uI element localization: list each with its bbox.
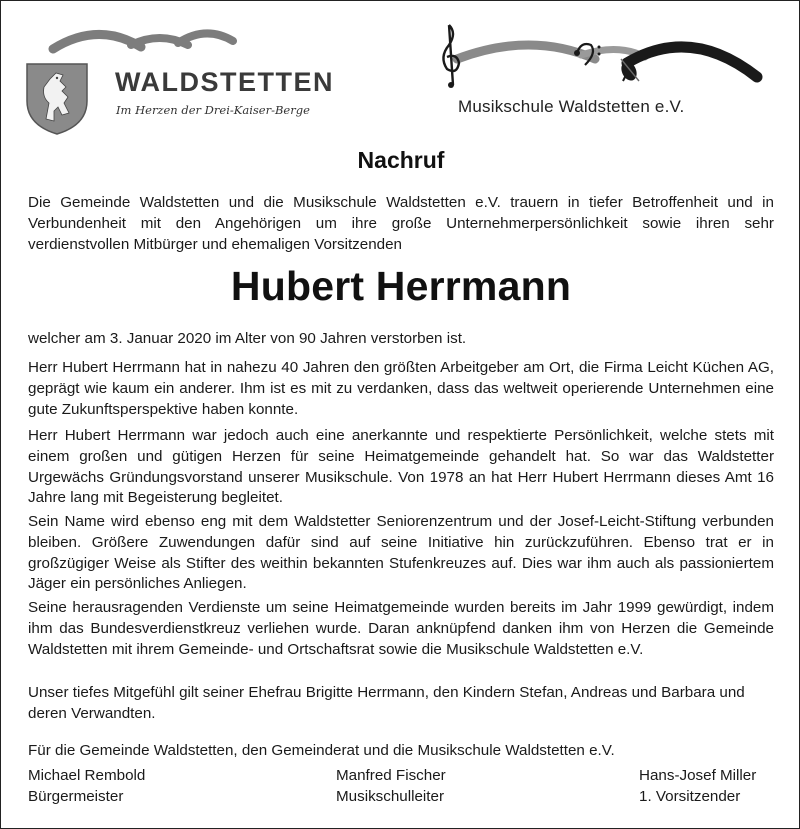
music-school-logo xyxy=(431,19,771,129)
heading: Nachruf xyxy=(357,147,445,173)
music-arc-icon xyxy=(431,19,771,97)
municipality-tagline: Im Herzen der Drei-Kaiser-Berge xyxy=(116,103,310,117)
paragraph-3: Sein Name wird ebenso eng mit dem Waldstetter Seniorenzentrum und der Josef-Leicht-Stiftung verbunden bleiben. Größere Zuwendungen dafür sind auf seine Initiative hin zurückzuführen. Ebenso trat er in großzügiger Weise als Stifter des weithin bekannten Stufenkreuzes auf. Dies war ihm auch als passioniertem Jäger ein persönliches Anliegen. xyxy=(28,513,774,593)
paragraph-1: Herr Hubert Herrmann hat in nahezu 40 Jahren den größten Arbeitgeber am Ort, die Firma Leicht Küchen AG, geprägt wie kaum ein anderer. Ihm ist es mit zu verdanken, dass das weltweit operierende Unternehmen eine gute Zukunftsperspektive haben konnte. xyxy=(28,359,774,418)
waldstetten-logo xyxy=(23,25,334,145)
death-notice: welcher am 3. Januar 2020 im Alter von 90 Jahren verstorben ist. xyxy=(28,330,467,347)
signatory-1 xyxy=(28,766,145,807)
music-school-name: Musikschule Waldstetten e.V. xyxy=(458,97,685,116)
signatory-role: Bürgermeister xyxy=(28,787,124,805)
paragraph-4: Seine herausragenden Verdienste um seine Heimatgemeinde wurden bereits im Jahr 1999 gewürdigt, indem ihm das Bundesverdienstkreuz verliehen wurde. Daran anknüpfend danken ihm von Herzen die Gemeinde Waldstetten mit ihrem Gemeinde- und Ortschaftsrat sowie die Musikschule Waldstetten e.V. xyxy=(28,599,774,658)
signatory-2 xyxy=(336,766,446,807)
treble-clef-icon xyxy=(443,25,459,88)
signatory-name: Manfred Fischer xyxy=(336,767,446,784)
signatory-role: Musikschulleiter xyxy=(336,787,445,805)
signatory-name: Hans-Josef Miller xyxy=(639,767,757,784)
intro-paragraph: Die Gemeinde Waldstetten und die Musikschule Waldstetten e.V. trauern in tiefer Betroffenheit und in Verbundenheit mit den Angehörigen um ihre große Unternehmerpersönlichkeit sowie ihren sehr verdienstvollen Mitbürger und ehemaligen Vorsitzenden xyxy=(28,194,774,253)
deceased-name: Hubert Herrmann xyxy=(230,263,572,309)
signatory-3 xyxy=(639,766,756,807)
closing-line: Für die Gemeinde Waldstetten, den Gemeinderat und die Musikschule Waldstetten e.V. xyxy=(28,742,615,759)
signatory-role: 1. Vorsitzender xyxy=(639,787,741,805)
coat-of-arms-icon xyxy=(26,63,88,135)
municipality-wordmark: WALDSTETTEN xyxy=(115,67,334,97)
paragraph-2: Herr Hubert Herrmann war jedoch auch eine anerkannte und respektierte Persönlichkeit, welche stets mit einem großen und gütigen Herzen für seine Heimatgemeinde gehandelt hat. So war das Waldstetter Urgewächs Gründungsvorstand unserer Musikschule. Von 1978 an hat Herr Hubert Herrmann dieses Amt 16 Jahre lang mit Begeisterung begleitet. xyxy=(28,427,774,507)
signatory-name: Michael Rembold xyxy=(28,767,146,784)
paragraph-5: Unser tiefes Mitgefühl gilt seiner Ehefrau Brigitte Herrmann, den Kindern Stefan, Andreas und Barbara und deren Verwandten. xyxy=(28,684,745,722)
